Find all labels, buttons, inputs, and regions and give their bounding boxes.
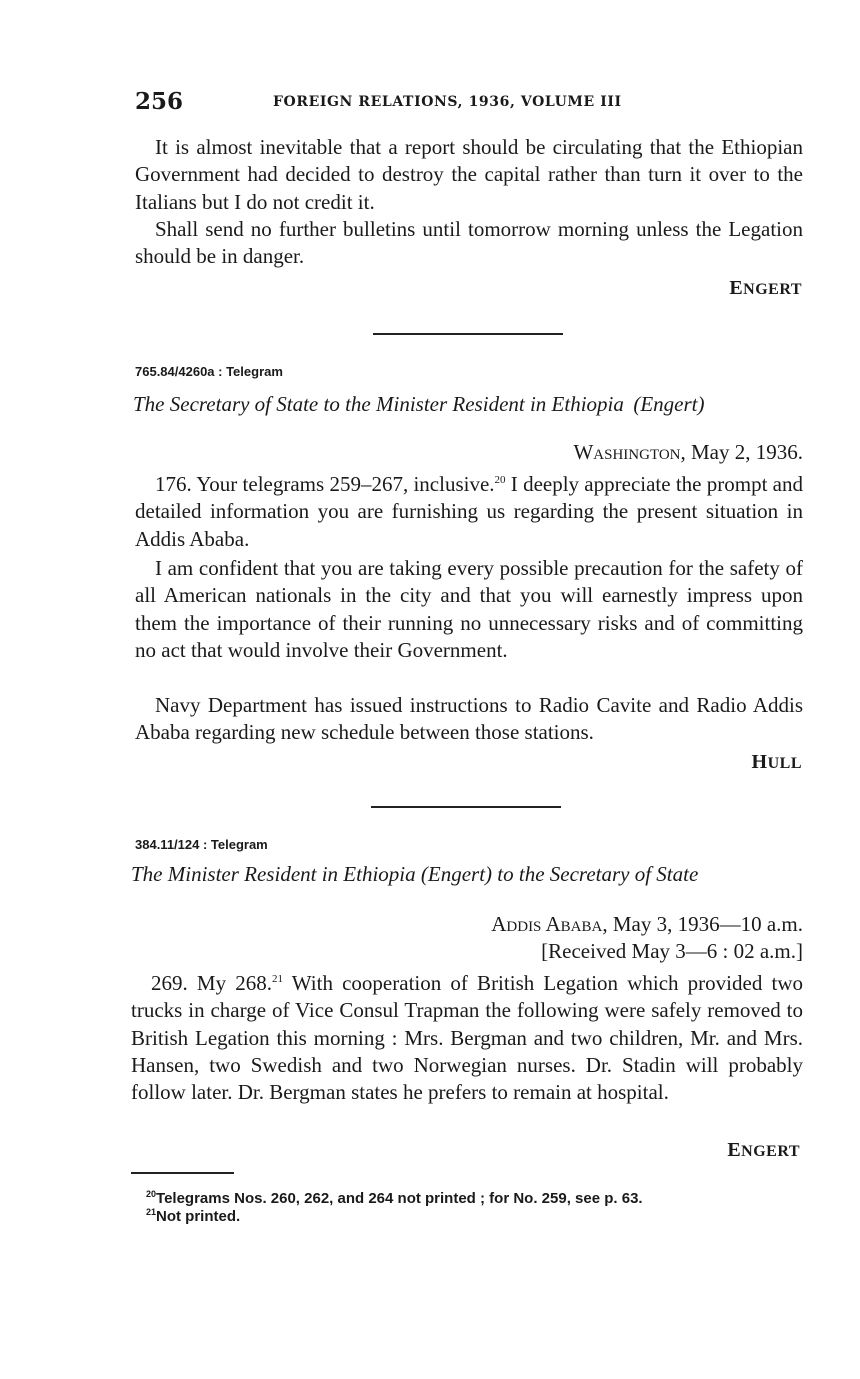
footnote-ref-20: 20	[494, 474, 506, 486]
document-title-1	[133, 392, 805, 417]
continuation-paragraph-2: Shall send no further bulletins until tomorrow morning unless the Legation should be in danger.	[135, 217, 803, 269]
running-head	[135, 88, 805, 118]
dateline-2-date: , May 3, 1936—10 a.m.	[602, 912, 803, 936]
running-head-title: FOREIGN RELATIONS, 1936, VOLUME III	[273, 94, 622, 110]
footnote-separator	[131, 1172, 234, 1174]
document-title-2-paren: (Engert)	[420, 862, 493, 886]
dateline-2	[491, 912, 803, 937]
document-1-paragraph-1-start: 176. Your telegrams 259–267, inclusive.	[155, 472, 495, 496]
footnote-ref-21: 21	[272, 973, 284, 985]
signature-engert-1: ENGERT	[729, 277, 802, 299]
received-line: [Received May 3—6 : 02 a.m.]	[541, 939, 803, 963]
document-title-1-paren: (Engert)	[633, 392, 705, 416]
document-title-2-end: to the Secretary of State	[497, 862, 699, 886]
document-1-paragraph-1-rest: I deeply appreciate the prompt and detailed information you are furnishing us regarding the present situation in Addis Ababa.	[135, 472, 804, 551]
document-2-paragraph-1-rest: With cooperation of British Legation which provided two trucks in charge of Vice Consul Trapman the following were safely removed to British Legation this morning : Mrs. Bergman and two children, Mr. and Mrs. Hansen, two Swedish and two Norwegian nurses. Dr. Stadin will probably follow later. Dr. Bergman states he prefers to remain at hospital.	[131, 971, 803, 1105]
document-title-1-main: The Secretary of State to the Minister Resident in Ethiopia	[133, 392, 624, 416]
document-1-paragraph-2: I am confident that you are taking every possible precaution for the safety of all American nationals in the city and that you will earnestly impress upon them the importance of their running no unnecessary risks and of committing no act that would involve their Government.	[135, 556, 803, 662]
footnote-20-text: Telegrams Nos. 260, 262, and 264 not printed ; for No. 259, see p. 63.	[156, 1190, 643, 1207]
page-number: 256	[135, 88, 184, 115]
document-title-2	[131, 862, 803, 887]
continuation-paragraph-1: It is almost inevitable that a report should be circulating that the Ethiopian Government had decided to destroy the capital rather than turn it over to the Italians but I do not credit it.	[135, 135, 803, 214]
dateline-1	[573, 440, 803, 465]
footnote-20	[146, 1190, 643, 1207]
section-divider-1	[373, 333, 563, 335]
footnote-21-text: Not printed.	[156, 1208, 241, 1225]
file-reference-2: 384.11/124 : Telegram	[135, 837, 268, 852]
document-1-paragraph-1	[135, 471, 803, 553]
document-2-paragraph-1	[131, 970, 803, 1106]
signature-engert-2: ENGERT	[727, 1139, 800, 1161]
section-divider-2	[371, 806, 561, 808]
dateline-2-place: Addis Ababa	[491, 912, 603, 936]
footnote-21-marker: 21	[146, 1207, 157, 1217]
signature-hull: HULL	[751, 751, 802, 773]
dateline-1-place: Washington	[573, 440, 681, 464]
file-reference-1: 765.84/4260a : Telegram	[135, 364, 283, 379]
document-2-paragraph-1-start: 269. My 268.	[151, 971, 273, 995]
footnote-21	[146, 1208, 240, 1225]
document-1-paragraph-3: Navy Department has issued instructions to Radio Cavite and Radio Addis Ababa regarding new schedule between those stations.	[135, 693, 803, 745]
dateline-1-date: , May 2, 1936.	[680, 440, 803, 464]
footnote-20-marker: 20	[146, 1189, 157, 1199]
document-title-2-main: The Minister Resident in Ethiopia	[131, 862, 416, 886]
